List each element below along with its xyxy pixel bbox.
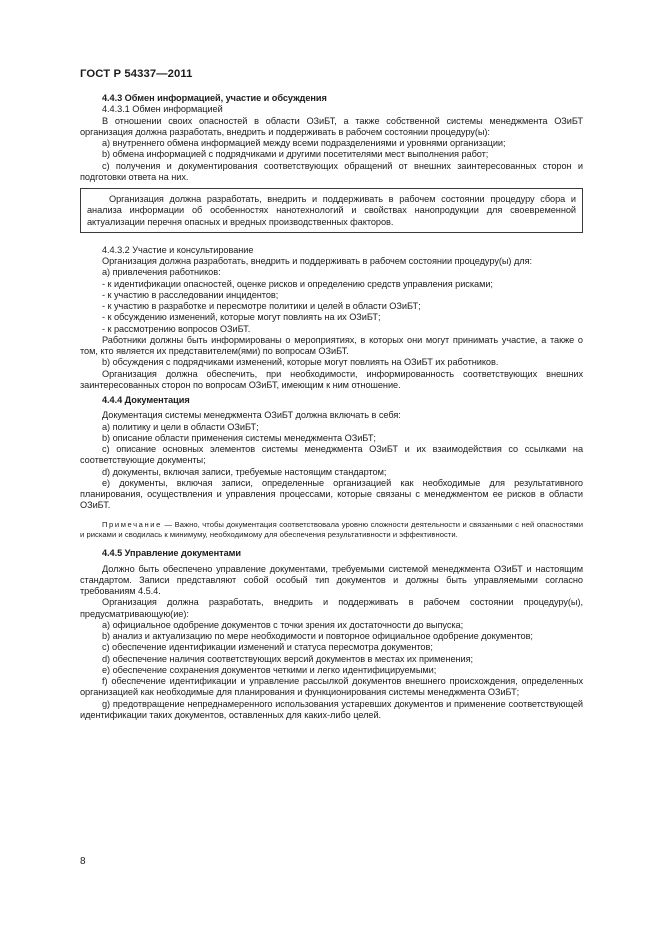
dash-item: - к участию в расследовании инцидентов; bbox=[102, 289, 279, 300]
section-heading-4-4-3: 4.4.3 Обмен информацией, участие и обсуждения bbox=[102, 93, 327, 103]
standard-title: ГОСТ Р 54337—2011 bbox=[80, 68, 193, 80]
list-item: d) документы, включая записи, требуемые настоящим стандартом; bbox=[102, 466, 387, 477]
note-text: — Важно, чтобы документация соответствовала уровню сложности деятельности и связанными с ней опасностями и рисками и сводилась к минимуму, необходимому для обеспечения результативности и эффективности. bbox=[80, 519, 583, 539]
subheading-4-4-3-2: 4.4.3.2 Участие и консультирование bbox=[102, 244, 254, 255]
list-item: b) обмена информацией с подрядчиками и другими посетителями мест выполнения работ; bbox=[102, 149, 489, 160]
list-item: b) описание области применения системы менеджмента ОЗиБТ; bbox=[102, 432, 376, 443]
paragraph: Организация должна разработать, внедрить и поддерживать в рабочем состоянии процедуру(ы), предусматривающую(ие): bbox=[80, 597, 583, 619]
paragraph: Организация должна обеспечить, при необходимости, информированность соответствующих внешних заинтересованных сторон по вопросам ОЗиБТ, имеющим к ним отношение. bbox=[80, 368, 583, 390]
paragraph: Работники должны быть информированы о мероприятиях, в которых они могут принимать участие, а также о том, кто является их представителем(ями) по вопросам ОЗиБТ. bbox=[80, 334, 583, 356]
list-item: g) предотвращение непреднамеренного использования устаревших документов и применение соответствующей идентификации таких документов, оставленных для каких-либо целей. bbox=[80, 698, 583, 720]
list-item: e) обеспечение сохранения документов четкими и легко идентифицируемыми; bbox=[102, 664, 437, 675]
paragraph: Должно быть обеспечено управление документами, требуемыми системой менеджмента ОЗиБТ и настоящим стандартом. Записи представляют собой особый тип документов и должны быть управляемыми согласно требованиям 4.5.4. bbox=[80, 563, 583, 597]
list-item: f) обеспечение идентификации и управление рассылкой документов внешнего происхождения, определенных организацией как необходимые для планирования и функционирования системы менеджмента ОЗиБТ; bbox=[80, 676, 583, 698]
page-number: 8 bbox=[80, 856, 86, 867]
list-item: b) анализ и актуализацию по мере необходимости и повторное официальное одобрение документов; bbox=[102, 631, 533, 642]
list-item: b) обсуждения с подрядчиками изменений, которые могут повлиять на ОЗиБТ их работников. bbox=[102, 357, 499, 368]
list-item: a) официальное одобрение документов с точки зрения их достаточности до выпуска; bbox=[102, 619, 464, 630]
dash-item: - к рассмотрению вопросов ОЗиБТ. bbox=[102, 323, 251, 334]
list-item: a) внутреннего обмена информацией между всеми подразделениями и уровнями организации; bbox=[102, 138, 506, 148]
dash-item: - к участию в разработке и пересмотре политики и целей в области ОЗиБТ; bbox=[102, 301, 421, 311]
list-item: a) привлечения работников: bbox=[102, 267, 221, 278]
note-label: Примечание bbox=[102, 519, 162, 529]
dash-item: - к идентификации опасностей, оценке рисков и определению средств управления рисками; bbox=[102, 278, 493, 289]
boxed-text: Организация должна разработать, внедрить и поддерживать в рабочем состоянии процедуру сбора и анализа информации об особенностях нанотехнологий и свойствах нанопродукции для своевременной актуализации перечня опасных и вредных производственных факторов. bbox=[87, 194, 576, 227]
list-item: c) обеспечение идентификации изменений и статуса пересмотра документов; bbox=[102, 642, 433, 653]
section-heading-4-4-4: 4.4.4 Документация bbox=[102, 395, 190, 405]
boxed-addition bbox=[80, 188, 583, 233]
list-item: e) документы, включая записи, определенные организацией как необходимые для результативного планирования, осуществления и управления процессами, которые связаны с менеджментом ее рисков в области ОЗиБТ. bbox=[80, 477, 583, 511]
page-body bbox=[80, 93, 583, 721]
paragraph: Организация должна разработать, внедрить и поддерживать в рабочем состоянии процедуру(ы) для: bbox=[102, 256, 532, 266]
list-item: d) обеспечение наличия соответствующих версий документов в местах их применения; bbox=[102, 653, 474, 664]
list-item: a) политику и цели в области ОЗиБТ; bbox=[102, 421, 259, 432]
dash-item: - к обсуждению изменений, которые могут повлиять на их ОЗиБТ; bbox=[102, 312, 381, 323]
list-item: c) получения и документирования соответствующих обращений от внешних заинтересованных сторон и подготовки ответа на них. bbox=[80, 160, 583, 182]
subheading-4-4-3-1: 4.4.3.1 Обмен информацией bbox=[102, 104, 223, 115]
list-item: c) описание основных элементов системы менеджмента ОЗиБТ и их взаимодействия со ссылками на соответствующие документы; bbox=[80, 444, 583, 466]
paragraph: Документация системы менеджмента ОЗиБТ должна включать в себя: bbox=[102, 410, 401, 421]
note bbox=[80, 520, 583, 541]
paragraph: В отношении своих опасностей в области ОЗиБТ, а также собственной системы менеджмента ОЗиБТ организация должна разработать, внедрить и поддерживать в рабочем состоянии процедуру(ы): bbox=[80, 115, 583, 137]
section-heading-4-4-5: 4.4.5 Управление документами bbox=[102, 548, 241, 559]
